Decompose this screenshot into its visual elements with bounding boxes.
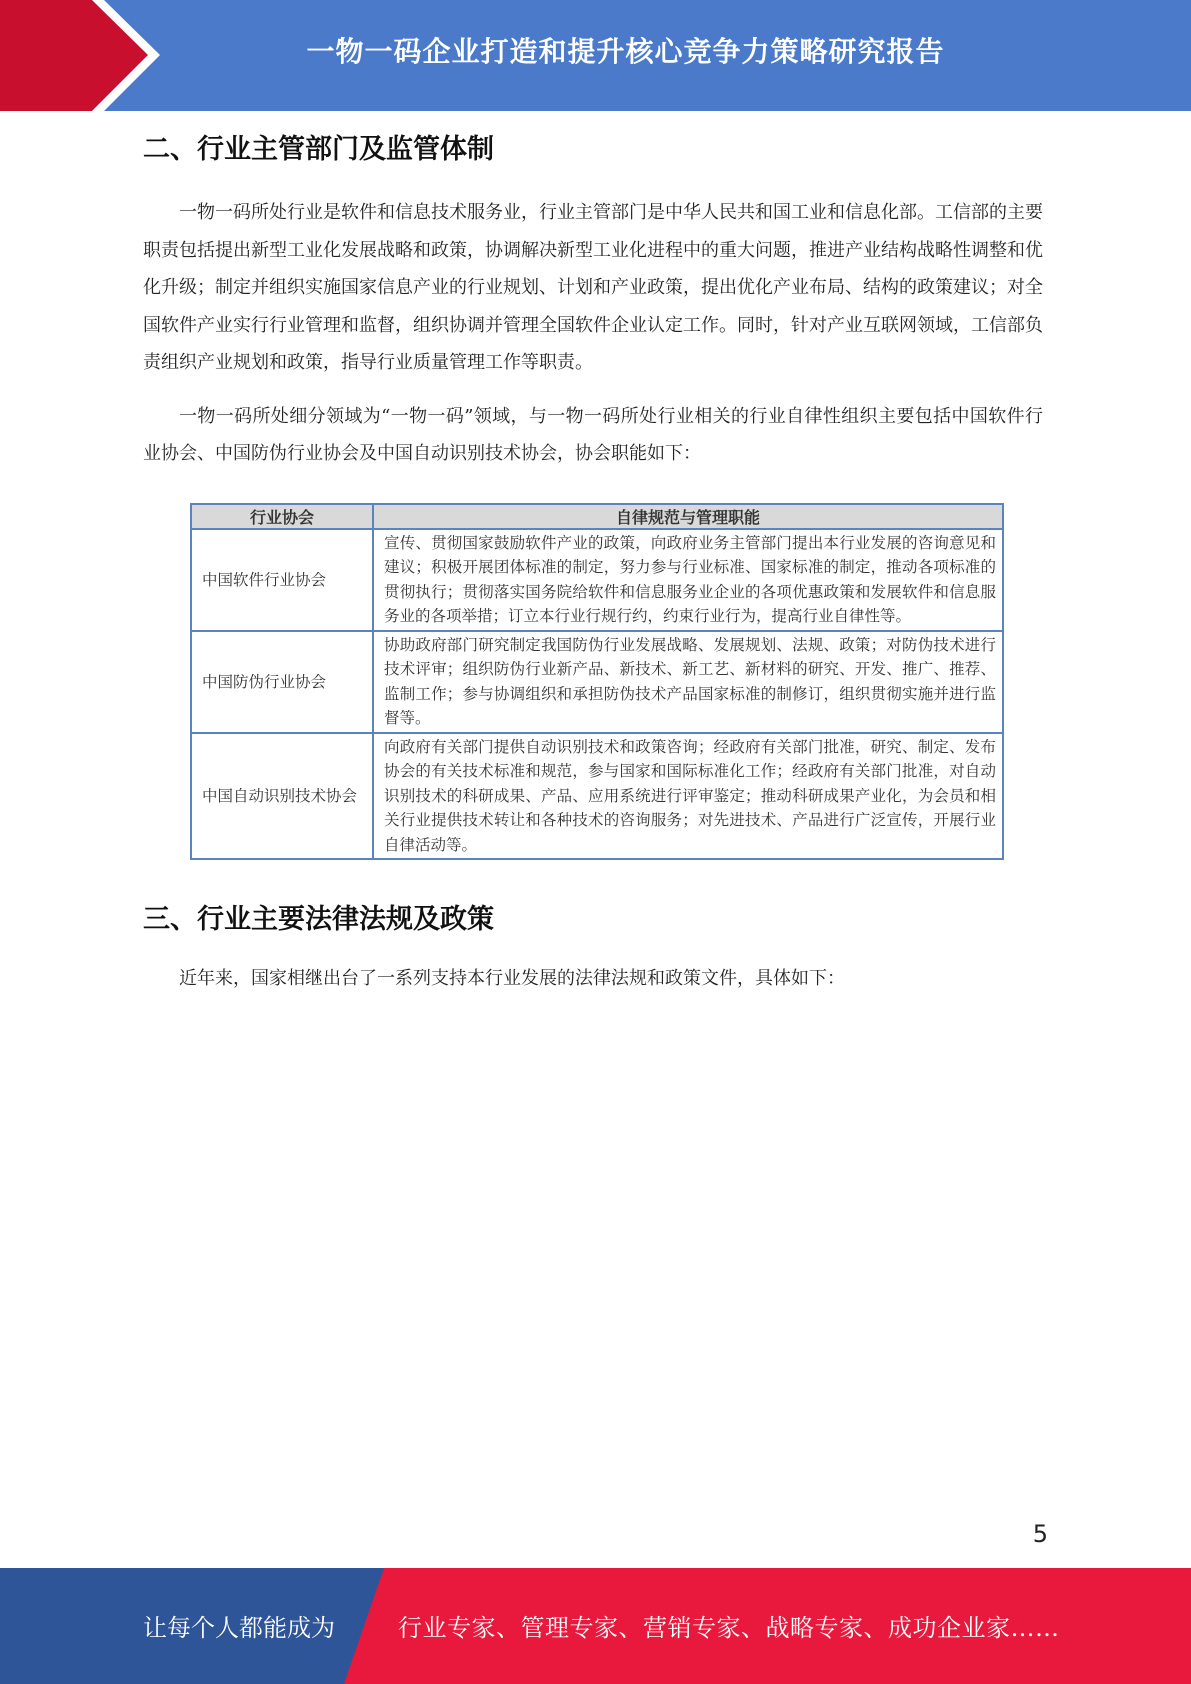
paragraph-laws-intro: 近年来，国家相继出台了一系列支持本行业发展的法律法规和政策文件，具体如下： <box>179 968 845 989</box>
table-row <box>191 529 1003 631</box>
header-chevron-decoration <box>0 0 160 111</box>
page-number: 5 <box>1032 1520 1048 1548</box>
column-header-duties: 自律规范与管理职能 <box>373 504 1003 529</box>
footer-slogan-lead: 让每个人都能成为 <box>143 1614 335 1642</box>
section-heading-laws: 三、行业主要法律法规及政策 <box>143 904 494 935</box>
main-content <box>143 130 1043 998</box>
association-duty: 宣传、贯彻国家鼓励软件产业的政策，向政府业务主管部门提出本行业发展的咨询意见和建议；积极开展团体标准的制定，努力参与行业标准、国家标准的制定，推动各项标准的贯彻执行；贯彻落实国务院给软件和信息服务业企业的各项优惠政策和发展软件和信息服务业的各项举措；订立本行业行规行约，约束行业行为，提高行业自律性等。 <box>373 529 1003 631</box>
page-footer <box>0 1568 1191 1684</box>
table-row <box>191 631 1003 733</box>
table-row <box>191 733 1003 860</box>
association-name: 中国软件行业协会 <box>191 529 373 631</box>
association-duty: 协助政府部门研究制定我国防伪行业发展战略、发展规划、法规、政策；对防伪技术进行技术评审；组织防伪行业新产品、新技术、新工艺、新材料的研究、开发、推广、推荐、监制工作；参与协调组织和承担防伪技术产品国家标准的制修订，组织贯彻实施并进行监督等。 <box>373 631 1003 733</box>
association-duty: 向政府有关部门提供自动识别技术和政策咨询；经政府有关部门批准，研究、制定、发布协会的有关技术标准和规范，参与国家和国际标准化工作；经政府有关部门批准，对自动识别技术的科研成果、产品、应用系统进行评审鉴定；推动科研成果产业化，为会员和相关行业提供技术转让和各种技术的咨询服务；对先进技术、产品进行广泛宣传，开展行业自律活动等。 <box>373 733 1003 860</box>
paragraph-associations-intro: 一物一码所处细分领域为“一物一码”领域，与一物一码所处行业相关的行业自律性组织主要包括中国软件行业协会、中国防伪行业协会及中国自动识别技术协会，协会职能如下： <box>143 405 1043 464</box>
association-name: 中国防伪行业协会 <box>191 631 373 733</box>
paragraph-authority: 一物一码所处行业是软件和信息技术服务业，行业主管部门是中华人民共和国工业和信息化部。工信部的主要职责包括提出新型工业化发展战略和政策，协调解决新型工业化进程中的重大问题，推进产业结构战略性调整和优化升级；制定并组织实施国家信息产业的行业规划、计划和产业政策，提出优化产业布局、结构的政策建议；对全国软件产业实行行业管理和监督，组织协调并管理全国软件企业认定工作。同时，针对产业互联网领域，工信部负责组织产业规划和政策，指导行业质量管理工作等职责。 <box>143 202 1043 373</box>
page-header <box>0 0 1191 111</box>
association-table <box>190 503 1004 861</box>
footer-slogan-roles: 行业专家、管理专家、营销专家、战略专家、成功企业家…… <box>398 1614 1060 1642</box>
table-header-row <box>191 504 1003 529</box>
association-name: 中国自动识别技术协会 <box>191 733 373 860</box>
section-heading-regulation: 二、行业主管部门及监管体制 <box>143 134 494 165</box>
report-title: 一物一码企业打造和提升核心竞争力策略研究报告 <box>306 35 945 68</box>
column-header-association: 行业协会 <box>191 504 373 529</box>
